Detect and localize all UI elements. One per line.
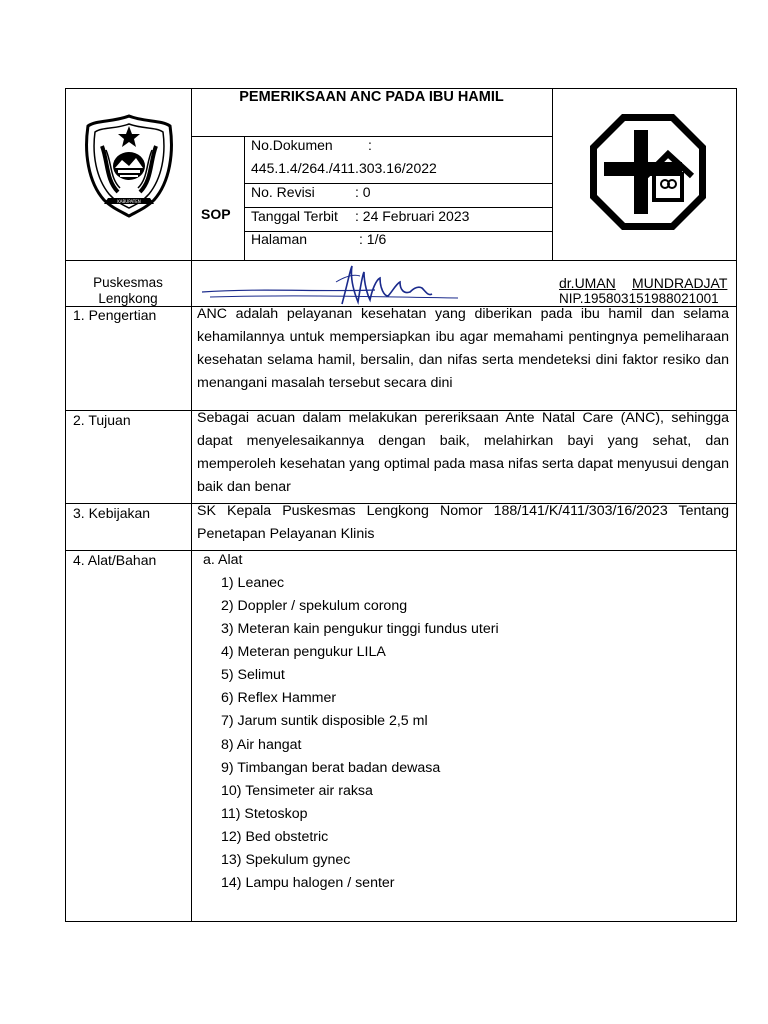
list-item: 14) Lampu halogen / senter — [221, 875, 395, 891]
signatory-name-surname: MUNDRADJAT — [632, 275, 728, 291]
sop-divider — [244, 136, 245, 261]
list-item: 10) Tensimeter air raksa — [221, 783, 373, 799]
section-text-kebijakan: SK Kepala Puskesmas Lengkong Nomor 188/141/K/411/303/16/2023 Tentang Penetapan Pelayanan Klinis — [197, 503, 729, 542]
section-label-pengertian: 1. Pengertian — [73, 307, 157, 323]
header-bottom-divider — [65, 260, 737, 261]
revision-value: : 0 — [355, 184, 371, 200]
list-item: 12) Bed obstetric — [221, 829, 329, 845]
signatory-nip: NIP.195803151988021001 — [559, 291, 719, 306]
issue-date-label: Tanggal Terbit — [251, 208, 338, 224]
table-border-left — [65, 88, 66, 922]
column-divider-left — [191, 88, 192, 922]
list-item: 5) Selimut — [221, 667, 285, 683]
puskesmas-logo — [588, 112, 708, 232]
alat-subheading: a. Alat — [203, 552, 243, 568]
signatory-name-prefix: dr.UMAN — [559, 275, 616, 291]
emblem-ribbon-text: KABUPATEN — [117, 199, 141, 204]
list-item: 2) Doppler / spekulum corong — [221, 598, 408, 614]
doc-number-label: No.Dokumen — [251, 137, 333, 153]
revision-label: No. Revisi — [251, 184, 315, 200]
table-border-bottom — [65, 921, 737, 922]
page-value: : 1/6 — [359, 231, 387, 247]
sop-label: SOP — [201, 206, 231, 222]
section-label-alat-bahan: 4. Alat/Bahan — [73, 552, 157, 568]
column-divider-right — [552, 88, 553, 261]
list-item: 13) Spekulum gynec — [221, 852, 351, 868]
signature — [200, 262, 470, 308]
section-label-kebijakan: 3. Kebijakan — [73, 505, 151, 521]
organization-name-line1: Puskesmas — [93, 275, 163, 290]
doc-number-value: 445.1.4/264./411.303.16/2022 — [251, 160, 437, 176]
list-item: 9) Timbangan berat badan dewasa — [221, 760, 441, 776]
section-text-tujuan: Sebagai acuan dalam melakukan pereriksaan Ante Natal Care (ANC), sehingga dapat menyelesaikannya dengan baik, melahirkan bayi yang sehat, dan memperoleh kesehatan yang optimal pada masa nifas serta dapat menyusui dengan baik dan benar — [197, 410, 729, 495]
list-item: 4) Meteran pengukur LILA — [221, 644, 386, 660]
list-item: 11) Stetoskop — [221, 806, 308, 822]
list-item: 1) Leanec — [221, 575, 285, 591]
document-title: PEMERIKSAAN ANC PADA IBU HAMIL — [239, 89, 504, 105]
list-item: 3) Meteran kain pengukur tinggi fundus uteri — [221, 621, 499, 637]
section-label-tujuan: 2. Tujuan — [73, 412, 131, 428]
list-item: 7) Jarum suntik disposible 2,5 ml — [221, 713, 428, 729]
doc-number-separator: : — [368, 137, 372, 153]
list-item: 8) Air hangat — [221, 737, 302, 753]
issue-date-value: : 24 Februari 2023 — [355, 208, 470, 224]
table-border-right — [736, 88, 737, 922]
section-text-pengertian: ANC adalah pelayanan kesehatan yang diberikan pada ibu hamil dan selama kehamilannya untuk mempersiapkan ibu agar memahami pentingnya pemeliharaan kesehatan selama hamil, bersalin, dan nifas serta mendeteksi dini faktor resiko dan menangani masalah tersebut secara dini — [197, 306, 729, 391]
list-item: 6) Reflex Hammer — [221, 690, 337, 706]
organization-name-line2: Lengkong — [98, 291, 158, 306]
section-divider-4 — [65, 550, 737, 551]
page-label: Halaman — [251, 231, 308, 247]
regency-emblem-logo — [82, 112, 176, 220]
